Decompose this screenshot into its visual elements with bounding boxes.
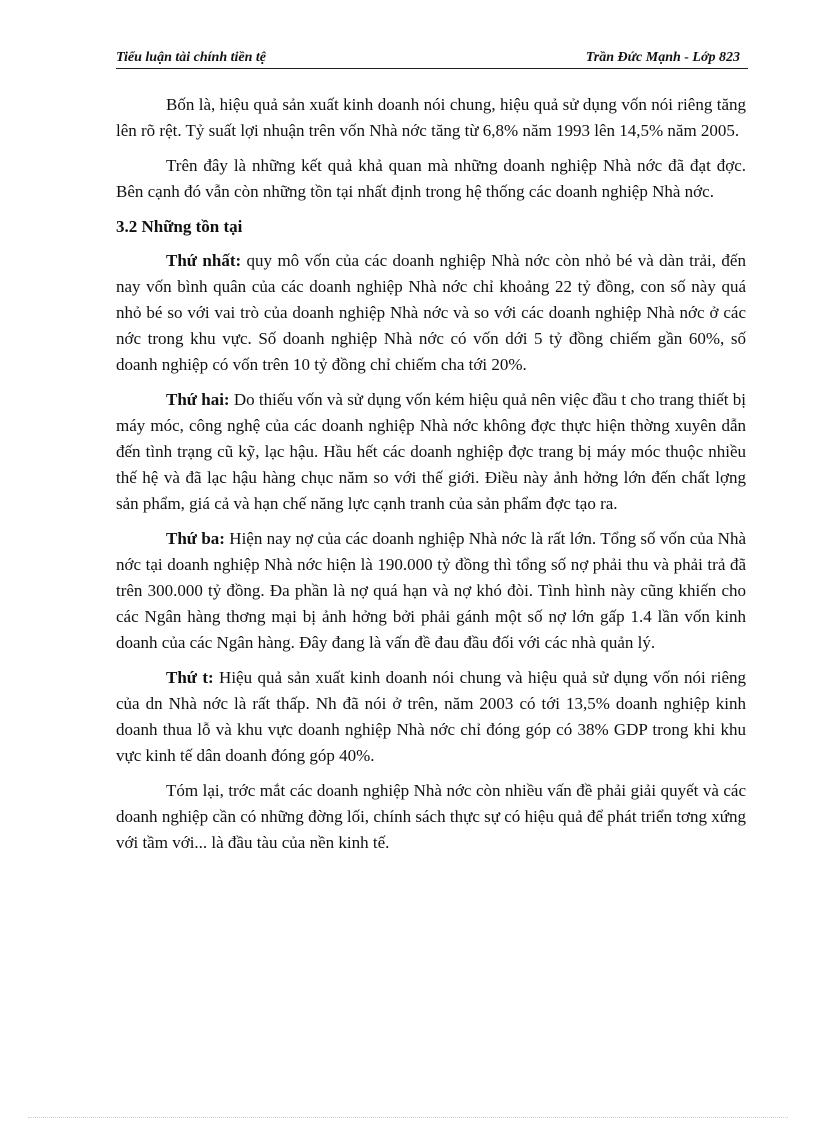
text-third: Hiện nay nợ của các doanh nghiệp Nhà nớc là rất lớn. Tổng số vốn của Nhà nớc tại doanh nghiệp Nhà nớc hiện là 190.000 tỷ đồng thì tổng số nợ phải thu và phải trả đã trên 300.000 tỷ đồng. Đa phần là nợ quá hạn và nợ khó đòi. Tình hình này cũng khiến cho các Ngân hàng thơng mại bị ảnh hởng bởi phải gánh một số nợ lớn gấp 1.4 lần vốn kinh doanh của các Ngân hàng. Đây đang là vấn đề đau đầu đối với các nhà quản lý. (116, 529, 746, 652)
header-title: Tiểu luận tài chính tiền tệ (116, 50, 267, 65)
paragraph-first-issue (116, 248, 746, 378)
lead-first: Thứ nhất: (166, 251, 242, 270)
paragraph-third-issue (116, 526, 746, 656)
lead-fourth: Thứ t: (166, 668, 214, 687)
lead-third: Thứ ba: (166, 529, 225, 548)
paragraph-conclusion: Tóm lại, trớc mắt các doanh nghiệp Nhà nớc còn nhiều vấn đề phải giải quyết và các doanh nghiệp cần có những đờng lối, chính sách thực sự có hiệu quả để phát triển tơng xứng với tầm với... là đầu tàu của nền kinh tế. (116, 781, 746, 852)
paragraph-second-issue (116, 387, 746, 517)
lead-second: Thứ hai: (166, 390, 230, 409)
page-header (116, 48, 748, 69)
document-body (116, 92, 746, 865)
text-first: quy mô vốn của các doanh nghiệp Nhà nớc còn nhỏ bé và dàn trải, đến nay vốn bình quân của các doanh nghiệp Nhà nớc chỉ khoảng 22 tỷ đồng, con số này quá nhỏ bé so với vai trò của doanh nghiệp Nhà nớc và so với các doanh nghiệp Nhà nớc ở các nớc trong khu vực. Số doanh nghiệp Nhà nớc có vốn dới 5 tỷ đồng chiếm gần 60%, số doanh nghiệp có vốn trên 10 tỷ đồng chỉ chiếm cha tới 20%. (116, 251, 746, 374)
paragraph-1: Bốn là, hiệu quả sản xuất kinh doanh nói chung, hiệu quả sử dụng vốn nói riêng tăng lên rõ rệt. Tỷ suất lợi nhuận trên vốn Nhà nớc tăng từ 6,8% năm 1993 lên 14,5% năm 2005. (116, 95, 746, 140)
text-fourth: Hiệu quả sản xuất kinh doanh nói chung và hiệu quả sử dụng vốn nói riêng của dn Nhà nớc là rất thấp. Nh đã nói ở trên, năm 2003 có tới 13,5% doanh nghiệp kinh doanh thua lỗ và khu vực doanh nghiệp Nhà nớc chỉ đóng góp có 38% GDP trong khi khu vực kinh tế dân doanh đóng góp 40%. (116, 668, 746, 765)
section-heading: 3.2 Những tồn tại (116, 217, 243, 236)
paragraph-fourth-issue (116, 665, 746, 769)
text-second: Do thiếu vốn và sử dụng vốn kém hiệu quả nên việc đầu t cho trang thiết bị máy móc, công nghệ của các doanh nghiệp Nhà nớc không đợc thực hiện thờng xuyên dẫn đến tình trạng cũ kỹ, lạc hậu. Hầu hết các doanh nghiệp đợc trang bị máy móc thuộc nhiều thế hệ và đã lạc hậu hàng chục năm so với thế giới. Điều này ảnh hởng lớn đến chất lợng sản phẩm, giá cả và hạn chế năng lực cạnh tranh của sản phẩm đợc tạo ra. (116, 390, 746, 513)
paragraph-2: Trên đây là những kết quả khả quan mà những doanh nghiệp Nhà nớc đã đạt đợc. Bên cạnh đó vẫn còn những tồn tại nhất định trong hệ thống các doanh nghiệp Nhà nớc. (116, 156, 746, 201)
header-author: Trần Đức Mạnh - Lớp 823 (585, 50, 740, 65)
footer-divider (28, 1117, 788, 1118)
